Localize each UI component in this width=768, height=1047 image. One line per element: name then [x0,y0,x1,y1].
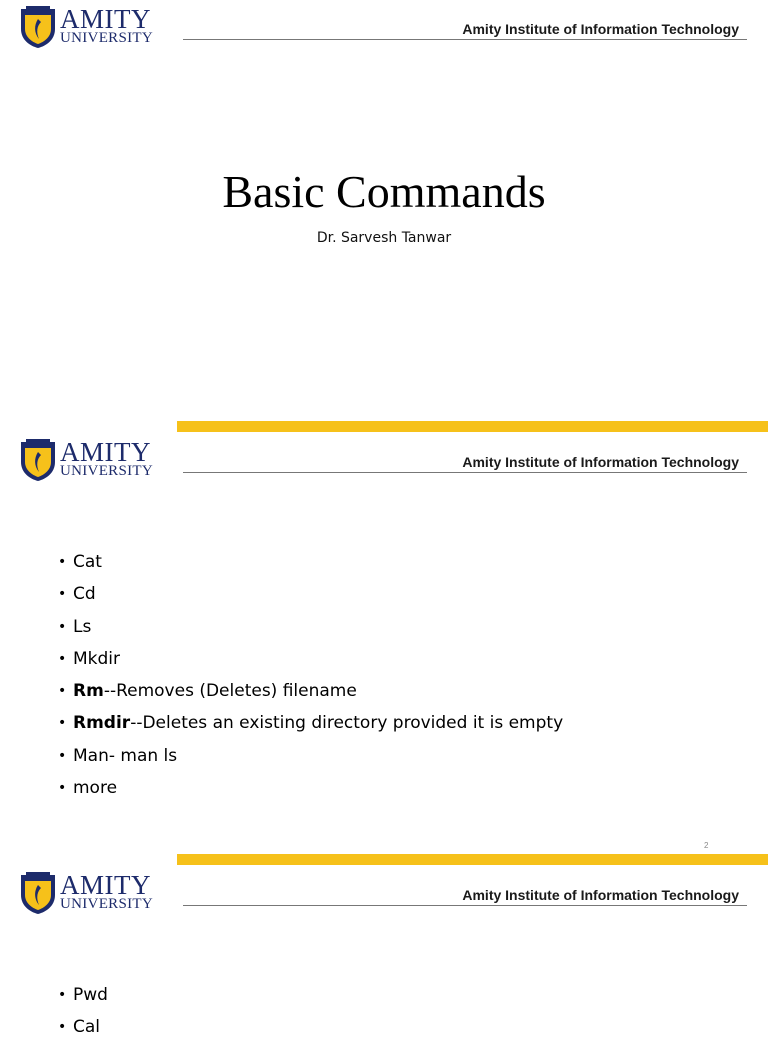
list-item [58,678,563,710]
command-text: Mkdir [73,648,121,669]
logo-subtitle: UNIVERSITY [60,463,153,479]
header-divider [183,905,747,906]
list-item [58,982,108,1014]
list-item [58,775,563,807]
command-text: --Removes (Deletes) filename [103,681,357,702]
logo-wordmark: AMITY [60,870,151,900]
institute-name: Amity Institute of Information Technology [462,454,739,470]
slide-separator-bar [177,854,768,865]
bullet-icon: • [58,650,67,667]
slide-3 [0,866,768,1038]
bullet-icon: • [58,747,67,764]
amity-crest-icon [18,5,58,49]
command-text: more [73,778,118,799]
command-text: Cal [73,1017,101,1038]
slide-author: Dr. Sarvesh Tanwar [316,230,452,246]
command-list [58,982,108,1047]
bullet-icon: • [58,1019,67,1036]
command-name: Rm [73,681,104,702]
list-item [58,743,563,775]
list-item [58,549,563,581]
command-name: Rmdir [73,713,131,734]
list-item [58,1014,108,1046]
logo-subtitle: UNIVERSITY [60,896,153,912]
command-text: Cd [73,584,96,605]
institute-name: Amity Institute of Information Technology [462,887,739,903]
amity-logo [18,5,158,49]
bullet-icon: • [58,715,67,732]
institute-name: Amity Institute of Information Technology [462,21,739,37]
command-text: Man- man ls [73,745,178,766]
bullet-icon: • [58,554,67,570]
header-divider [183,472,747,473]
command-text: Pwd [73,985,108,1005]
header-divider [183,39,747,40]
bullet-icon: • [58,780,67,797]
bullet-icon: • [58,586,67,603]
logo-subtitle: UNIVERSITY [60,30,153,46]
amity-crest-icon [18,438,58,482]
logo-wordmark: AMITY [60,4,151,34]
slide-separator-bar [177,421,768,432]
amity-logo [18,438,158,482]
command-list [58,549,563,807]
amity-crest-icon [18,871,58,915]
page-number: 2 [704,841,709,850]
logo-wordmark: AMITY [60,437,151,467]
list-item [58,646,563,678]
bullet-icon: • [58,618,67,635]
command-text: Cat [73,552,102,572]
slide-2 [0,433,768,855]
bullet-icon: • [58,683,67,700]
slide-title: Basic Commands [222,166,546,217]
slide-1 [0,0,768,420]
list-item [58,710,563,742]
amity-logo [18,871,158,915]
bullet-icon: • [58,987,67,1003]
list-item [58,581,563,613]
command-text: --Deletes an existing directory provided it is empty [130,713,564,734]
command-text: Ls [73,616,92,637]
list-item [58,614,563,646]
